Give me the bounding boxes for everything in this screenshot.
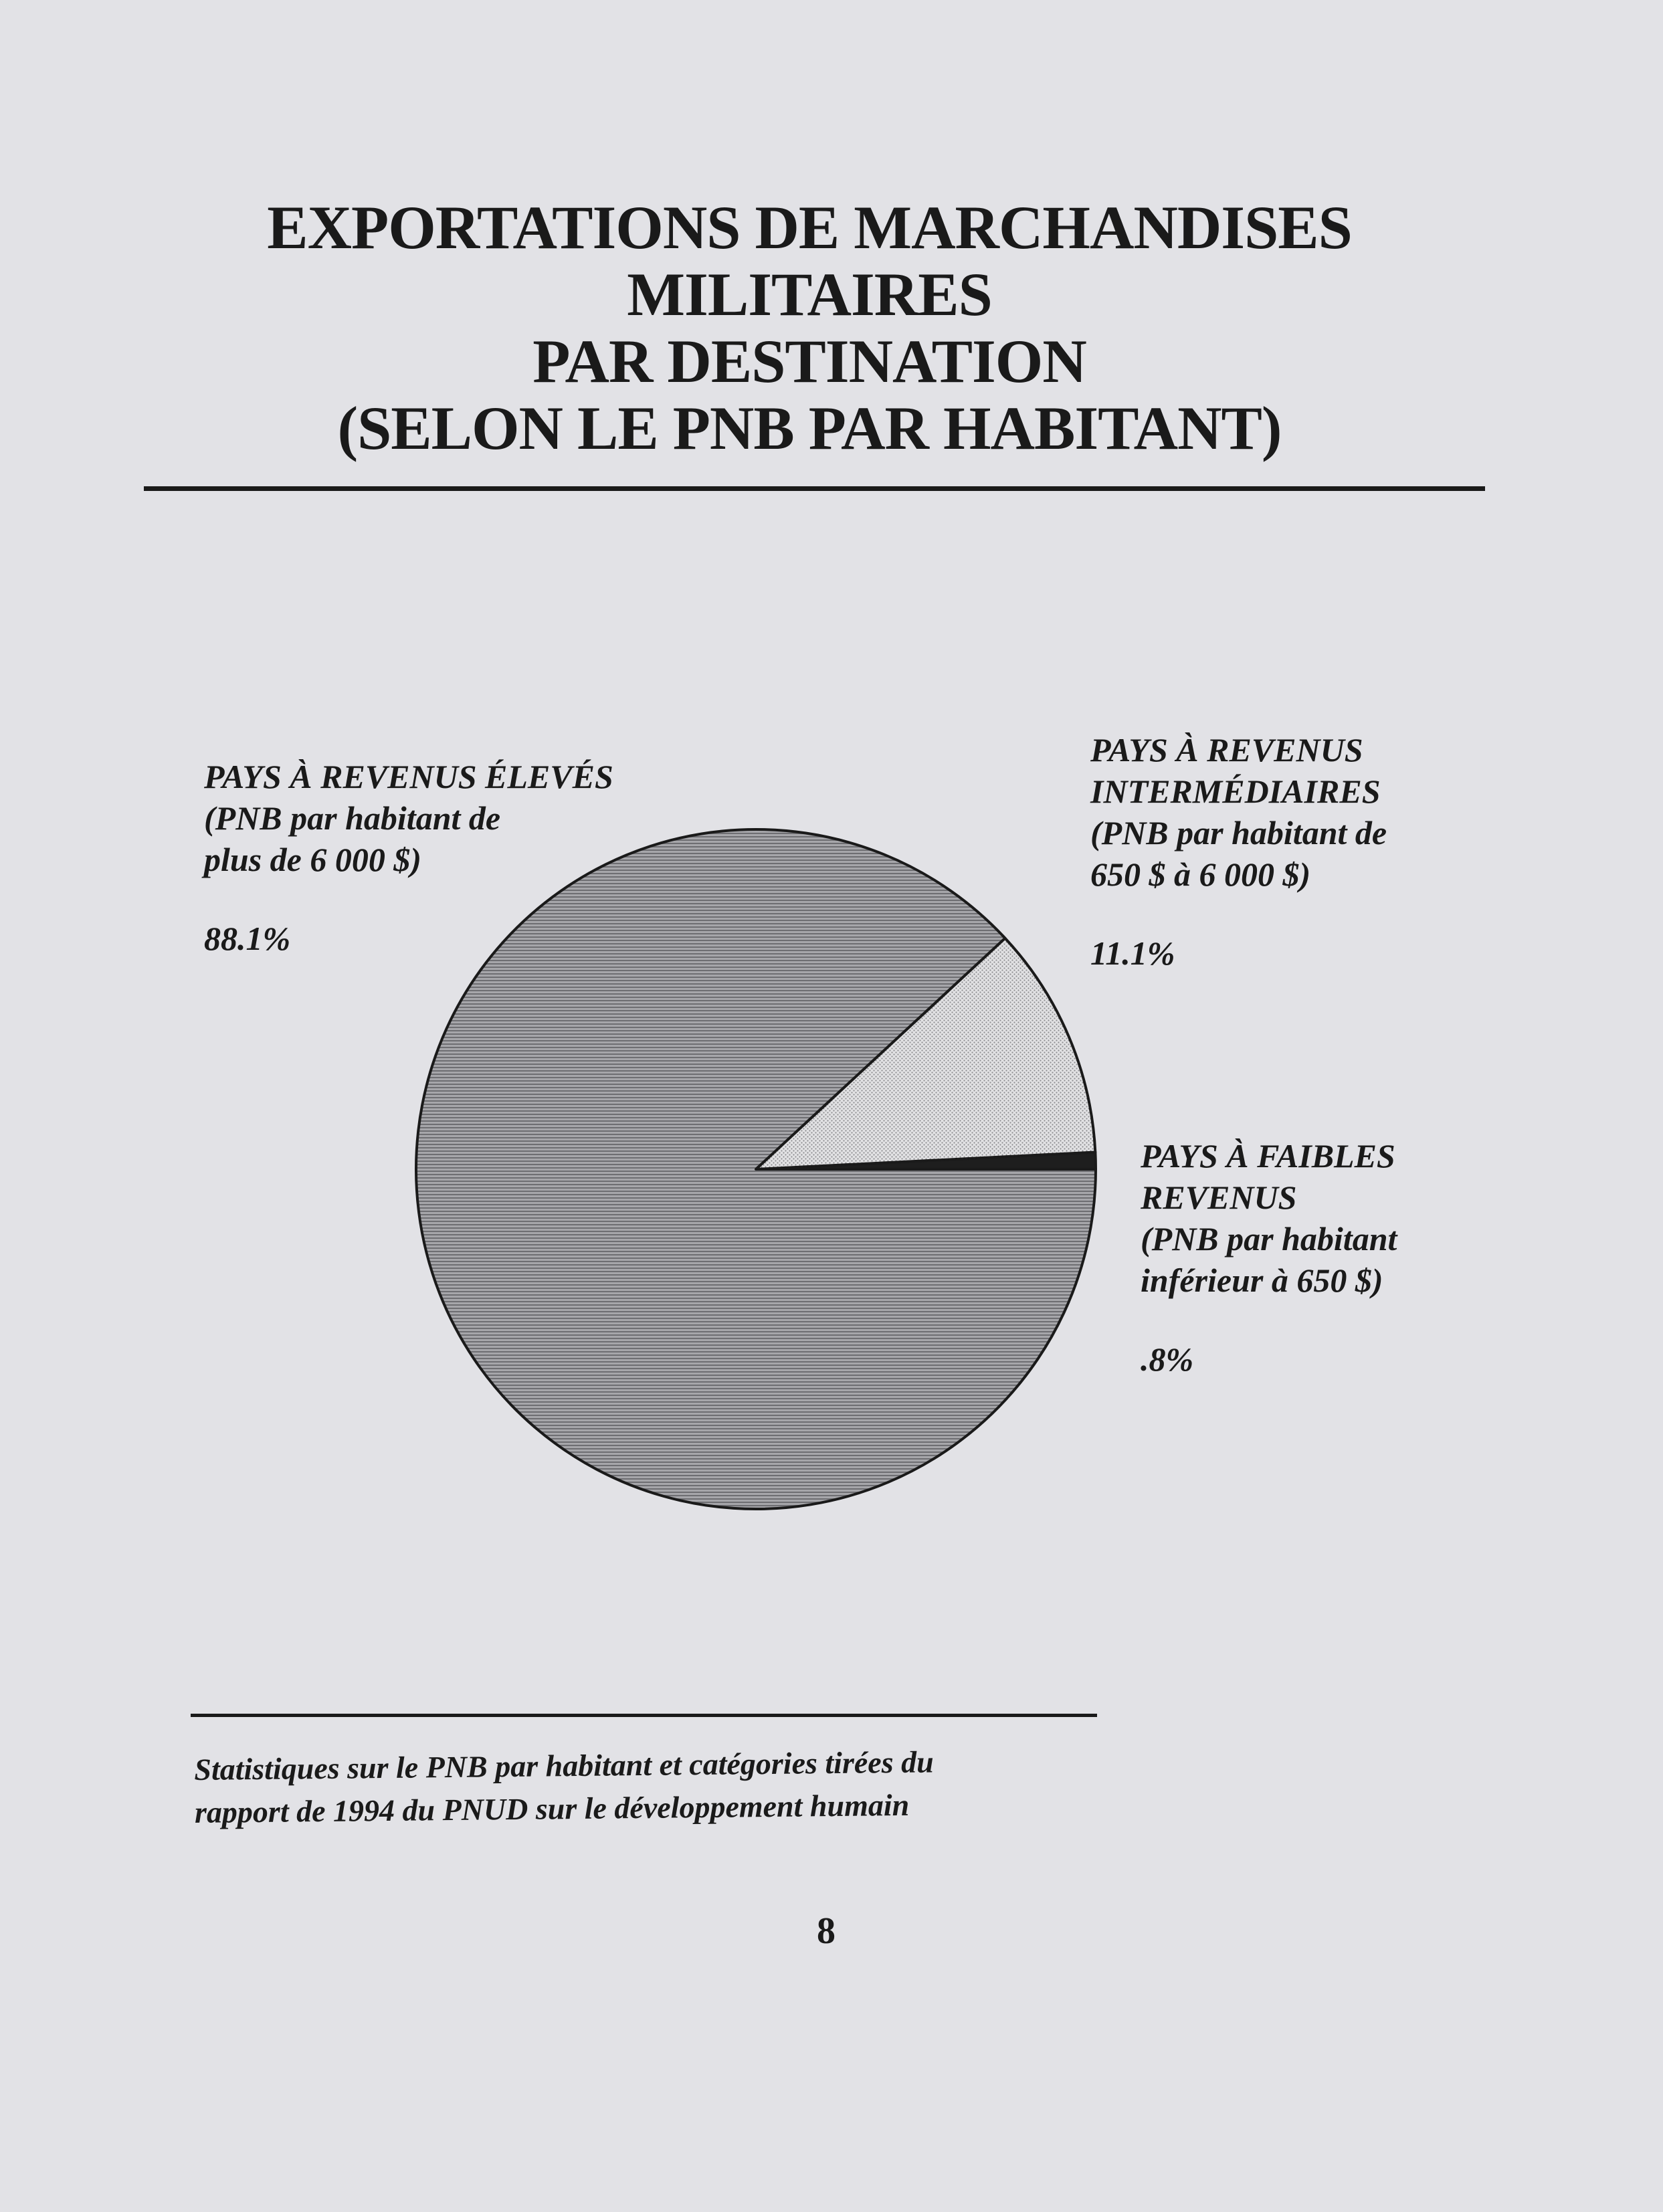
source-footnote [194,1740,935,1834]
slice-label-high-income [204,756,613,959]
footnote-line: Statistiques sur le PNB par habitant et catégories tirées du [194,1744,934,1787]
chart-title-line: (SELON LE PNB PAR HABITANT) [337,394,1282,462]
page-number: 8 [817,1910,836,1952]
slice-value-label: 11.1% [1090,934,1175,972]
chart-title-line: EXPORTATIONS DE MARCHANDISES [267,193,1352,262]
slice-label-low-income [1141,1135,1397,1380]
slice-label-line: (PNB par habitant de [204,799,501,837]
slice-label-line: inférieur à 650 $) [1141,1262,1383,1299]
slice-label-line: (PNB par habitant [1141,1220,1397,1258]
slice-label-line: (PNB par habitant de [1090,814,1387,851]
slice-label-middle-income [1090,729,1387,974]
chart-title-line: MILITAIRES [627,260,992,328]
slice-label-line: PAYS À REVENUS [1090,731,1363,769]
slice-value-label: .8% [1141,1340,1194,1378]
footnote-divider [191,1714,1097,1717]
slice-label-line: PAYS À FAIBLES [1141,1137,1395,1175]
footnote-line: rapport de 1994 du PNUD sur le développement humain [194,1787,910,1829]
slice-label-line: INTERMÉDIAIRES [1090,773,1381,810]
slice-value-label: 88.1% [204,920,291,957]
chart-title-line: PAR DESTINATION [532,327,1086,395]
slice-label-line: 650 $ à 6 000 $) [1090,856,1311,893]
slice-label-line: PAYS À REVENUS ÉLEVÉS [204,758,613,795]
slice-label-line: plus de 6 000 $) [204,841,421,878]
slice-label-line: REVENUS [1141,1179,1297,1216]
